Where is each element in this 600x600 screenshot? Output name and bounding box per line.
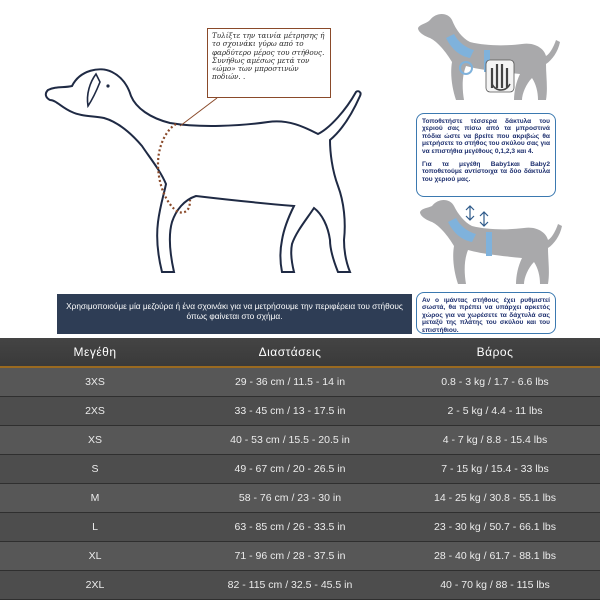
header-size: Μεγέθη <box>73 345 117 359</box>
size-cell: XS <box>87 434 102 446</box>
dims-cell: 63 - 85 cm / 26 - 33.5 in <box>234 521 346 533</box>
header-dimensions: Διαστάσεις <box>258 345 322 359</box>
weight-cell: 2 - 5 kg / 4.4 - 11 lbs <box>447 405 543 417</box>
strap-note-text: Αν ο ιμάντας στήθους έχει ρυθμιστεί σωστά, θα πρέπει να υπάρχει αρκετός χώρος για να χωρέσετε τα δάχτυλά σας μεταξύ της πλάτης του σκύλου και του επιστήθιου. <box>422 297 550 334</box>
size-cell: 2XS <box>85 405 105 417</box>
dims-cell: 82 - 115 cm / 32.5 - 45.5 in <box>227 579 353 591</box>
dims-cell: 40 - 53 cm / 15.5 - 20.5 in <box>230 434 350 446</box>
dog-outline <box>46 69 361 272</box>
table-row <box>0 571 600 600</box>
measure-callout: Τυλίξτε την ταινία μέτρησης ή το σχοινάκι γύρω από το φαρδύτερο μέρος του στήθους. Συνήθως αμέσως μετά τον «ώμο» των μπροστινών ποδιών. . <box>207 28 331 98</box>
table-row <box>0 368 600 397</box>
dims-cell: 49 - 67 cm / 20 - 26.5 in <box>234 463 346 475</box>
size-cell: 2XL <box>85 579 105 591</box>
table-row <box>0 397 600 426</box>
size-cell: M <box>90 492 100 504</box>
size-cell: L <box>92 521 98 533</box>
header-weight: Βάρος <box>476 345 514 359</box>
table-header <box>0 338 600 368</box>
fingers-note-box <box>416 113 556 197</box>
measure-caption: Χρησιμοποιούμε μία μεζούρα ή ένα σχοινάκι για να μετρήσουμε την περιφέρεια του στήθους όπως φαίνεται στο σχήμα. <box>57 294 412 334</box>
weight-cell: 23 - 30 kg / 50.7 - 66.1 lbs <box>434 521 556 533</box>
weight-cell: 4 - 7 kg / 8.8 - 15.4 lbs <box>442 434 548 446</box>
table-body <box>0 368 600 600</box>
size-table <box>0 338 600 600</box>
small-dog-harness-front <box>418 14 560 100</box>
table-row <box>0 426 600 455</box>
table-row <box>0 484 600 513</box>
weight-cell: 0.8 - 3 kg / 1.7 - 6.6 lbs <box>441 376 549 388</box>
fingers-note-text: Τοποθετήστε τέσσερα δάκτυλα του χεριού σας πίσω από τα μπροστινά πόδια ώστε να βρείτε που ακριβώς θα μετρήσετε το στήθος του σκύλου σας για να επιστήθια μεγέθους 0,1,2,3 και 4. <box>422 118 550 155</box>
strap-note-box <box>416 292 556 334</box>
size-cell: 3XS <box>85 376 105 388</box>
dog-ear <box>87 74 100 106</box>
weight-cell: 7 - 15 kg / 15.4 - 33 lbs <box>441 463 549 475</box>
dims-cell: 33 - 45 cm / 13 - 17.5 in <box>234 405 346 417</box>
weight-cell: 28 - 40 kg / 61.7 - 88.1 lbs <box>434 550 556 562</box>
dims-cell: 71 - 96 cm / 28 - 37.5 in <box>234 550 346 562</box>
fingers-note-baby-text: Για τα μεγέθη Baby1και Baby2 τοποθετούμε αντίστοιχα τα δύο δάκτυλα του χεριού μας. <box>422 161 550 183</box>
dims-cell: 58 - 76 cm / 23 - 30 in <box>238 492 342 504</box>
table-row <box>0 542 600 571</box>
small-dog-harness-back <box>420 200 562 284</box>
weight-cell: 14 - 25 kg / 30.8 - 55.1 lbs <box>434 492 556 504</box>
callout-pointer <box>180 98 217 126</box>
weight-cell: 40 - 70 kg / 88 - 115 lbs <box>440 579 550 591</box>
size-cell: XL <box>88 550 102 562</box>
dims-cell: 29 - 36 cm / 11.5 - 14 in <box>234 376 346 388</box>
table-row <box>0 513 600 542</box>
table-row <box>0 455 600 484</box>
dog-eye <box>106 84 109 87</box>
size-cell: S <box>91 463 99 475</box>
